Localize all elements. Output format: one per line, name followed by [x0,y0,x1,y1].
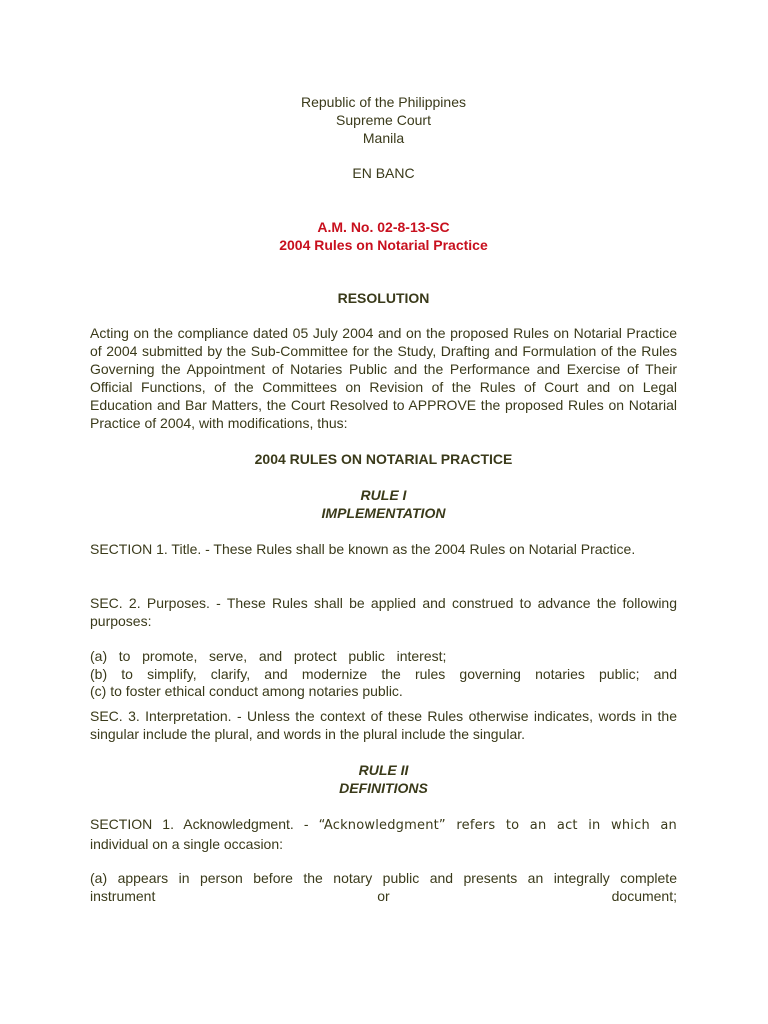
rule2-name: DEFINITIONS [339,780,428,796]
rule2-section1-line2: individual on a single occasion: [90,836,284,852]
rule2-item-a [90,869,677,905]
rule2-section1-line1 [90,815,677,835]
rule1-heading [90,486,677,522]
resolution-body: Acting on the compliance dated 05 July 2004 and on the proposed Rules on Notarial Practice of 2004 submitted by the Sub-Committee for the Study, Drafting and Formulation of the Rules Governing the Appointment of Notaries Public and the Performance and Exercise of Their Official Functions, of the Committees on Revision of the Rules of Court and on Legal Education and Bar Matters, the Court Resolved to APPROVE the proposed Rules on Notarial Practice of 2004, with modifications, thus: [90,325,677,431]
rule1-section2: SEC. 2. Purposes. - These Rules shall be applied and construed to advance the following purposes: [90,595,677,629]
header-court: Supreme Court [336,112,431,128]
rule2-item-a-line1: (a) appears in person before the notary public and presents an integrally complete [90,870,677,886]
purpose-b: (b) to simplify, clarify, and modernize the rules governing notaries public; and [90,665,677,682]
division-label: EN BANC [352,165,415,181]
rule1-name: IMPLEMENTATION [321,505,446,521]
rule2-item-a-line2 [90,887,677,905]
rules-title: 2004 RULES ON NOTARIAL PRACTICE [254,451,513,467]
case-heading [90,218,677,254]
rule1-section1: SECTION 1. Title. - These Rules shall be known as the 2004 Rules on Notarial Practice. [90,541,636,557]
word-document: document; [611,888,677,904]
rule2-section1-lead: SECTION 1. Acknowledgment. - [90,816,309,832]
header-city: Manila [362,130,405,146]
resolution-heading: RESOLUTION [337,290,430,306]
case-title: 2004 Rules on Notarial Practice [279,237,488,253]
rule2-section1 [90,815,677,853]
purpose-c: (c) to foster ethical conduct among notaries public. [90,683,403,699]
purpose-a: (a) to promote, serve, and protect public interest; [90,648,447,664]
rule2-heading [90,761,677,797]
word-or: or [377,888,390,904]
document-header [90,93,677,147]
purposes-list [90,648,677,701]
rule2-section1-quoted: “Acknowledgment” refers to an act in which an [318,818,677,833]
rule1-section3: SEC. 3. Interpretation. - Unless the context of these Rules otherwise indicates, words in the singular include the plural, and words in the plural include the singular. [90,708,677,742]
rule1-number: RULE I [360,487,407,503]
header-country: Republic of the Philippines [301,94,466,110]
word-instrument: instrument [90,888,156,904]
case-number: A.M. No. 02-8-13-SC [317,219,450,235]
rule2-number: RULE II [358,762,409,778]
